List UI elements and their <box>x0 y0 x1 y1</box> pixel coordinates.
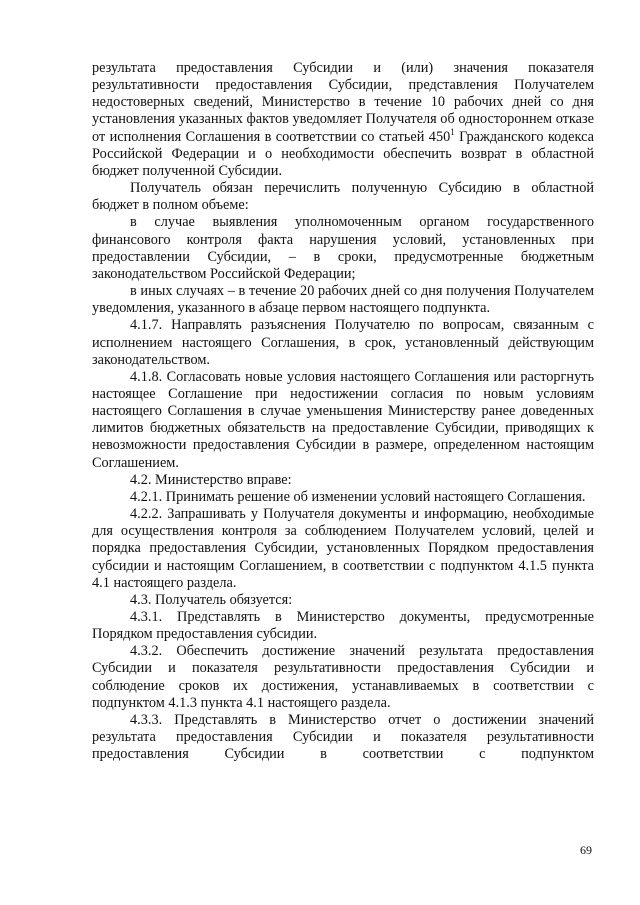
paragraph-1-text: результата предоставления Субсидии и (или) значения показателя результативности предоставления Субсидии, представления Получателем недостоверных сведений, Министерство в течение 10 рабочих дней со дня установления указанных фактов уведомляет Получателя об одностороннем отказе от исполнения Соглашения в соответствии со статьей 450 <box>92 60 594 145</box>
paragraph-4-3-1: 4.3.1. Представлять в Министерство документы, предусмотренные Порядком предоставления субсидии. <box>92 609 594 643</box>
paragraph-2: Получатель обязан перечислить полученную Субсидию в областной бюджет в полном объеме: <box>92 180 594 214</box>
paragraph-4-1-8: 4.1.8. Согласовать новые условия настоящего Соглашения или расторгнуть настоящее Соглашение при недостижении согласия по новым условиям настоящего Соглашения в случае уменьшения Министерству ранее доведенных лимитов бюджетных обязательств на предоставление Субсидии, приводящих к невозможности предоставления Субсидии в размере, определенном настоящим Соглашением. <box>92 368 594 471</box>
paragraph-4-1-7: 4.1.7. Направлять разъяснения Получателю по вопросам, связанным с исполнением настоящего Соглашения, в срок, установленный действующим законодательством. <box>92 317 594 368</box>
page-number: 69 <box>580 843 592 857</box>
paragraph-4-2-2: 4.2.2. Запрашивать у Получателя документы и информацию, необходимые для осуществления контроля за соблюдением Получателем условий, целей и порядка предоставления Субсидии, установленных Порядком предоставления субсидии и настоящим Соглашением, в соответствии с подпунктом 4.1.5 пункта 4.1 настоящего раздела. <box>92 506 594 591</box>
paragraph-4-3: 4.3. Получатель обязуется: <box>130 591 293 608</box>
paragraph-4-3-3: 4.3.3. Представлять в Министерство отчет о достижении значений результата предоставления Субсидии и показателя результативности предоставления Субсидии в соответствии с подпунктом <box>92 711 594 763</box>
paragraph-1 <box>92 60 594 180</box>
paragraph-4-3-2: 4.3.2. Обеспечить достижение значений результата предоставления Субсидии и показателя результативности предоставления Субсидии и соблюдение сроков их достижения, устанавливаемых в соответствии с подпунктом 4.1.3 пункта 4.1 настоящего раздела. <box>92 643 594 711</box>
paragraph-1-tail: Гражданского кодекса Российской Федерации и о необходимости обеспечить возврат в областной бюджет полученной Субсидии. <box>92 128 594 179</box>
paragraph-4-2-1: 4.2.1. Принимать решение об изменении условий настоящего Соглашения. <box>130 488 586 505</box>
footnote-superscript: 1 <box>450 126 455 137</box>
paragraph-4: в иных случаях – в течение 20 рабочих дней со дня получения Получателем уведомления, указанного в абзаце первом настоящего подпункта. <box>92 283 594 317</box>
paragraph-4-2: 4.2. Министерство вправе: <box>130 471 292 488</box>
document-body <box>92 60 594 763</box>
paragraph-3: в случае выявления уполномоченным органом государственного финансового контроля факта нарушения условий, установленных при предоставлении Субсидии, – в сроки, предусмотренные бюджетным законодательством Российской Федерации; <box>92 214 594 282</box>
